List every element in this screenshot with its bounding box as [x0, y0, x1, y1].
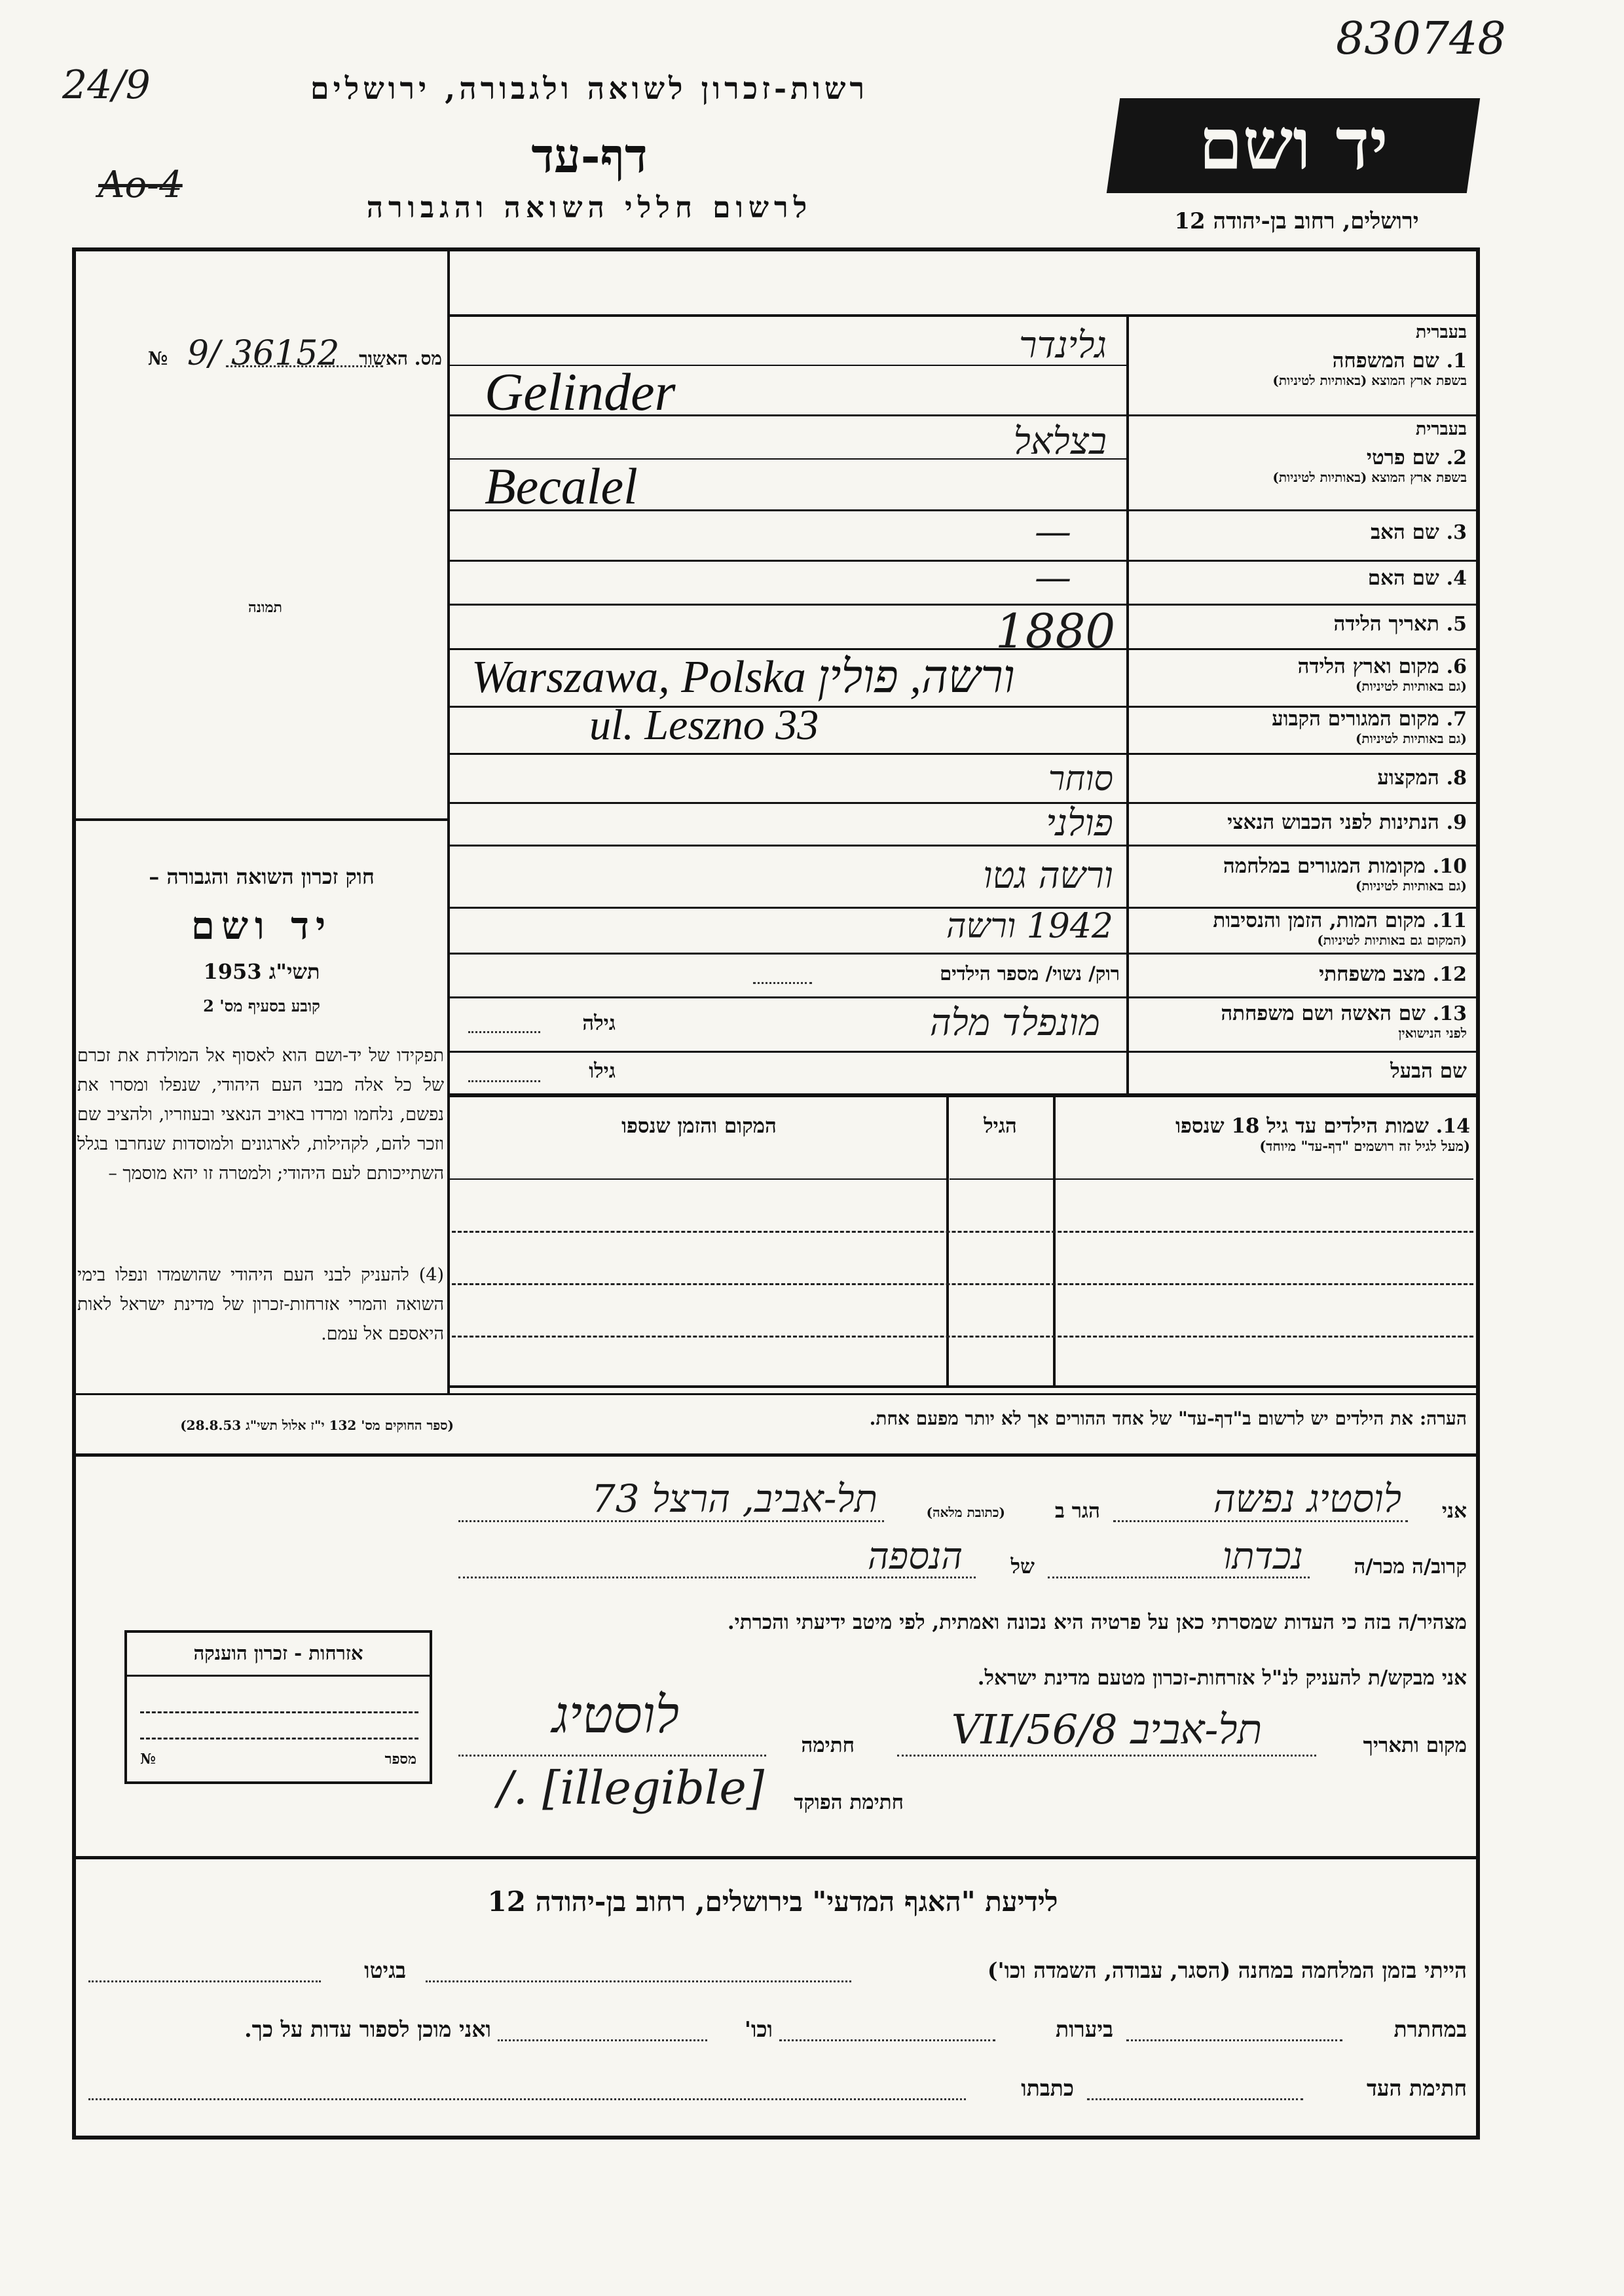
field-5-label: תאריך הלידה: [1333, 612, 1439, 636]
field-11-number: 11.: [1432, 909, 1467, 932]
place-date-label: מקום ותאריך: [1363, 1734, 1467, 1757]
field-2-hebrew-value: בצלאל: [1013, 420, 1107, 463]
footer-top-line: [75, 1856, 1476, 1859]
note-top-line: [75, 1393, 1476, 1395]
field-3: [1139, 520, 1467, 544]
field-1-label: שם המשפחה: [1332, 349, 1439, 373]
footer-row-3b: כתבתו: [1021, 2075, 1074, 2101]
field-12-number: 12.: [1432, 963, 1467, 986]
place-date-value: תל-אביב 8/VII/56: [951, 1705, 1263, 1753]
children-col-divider-1: [946, 1097, 949, 1385]
field-11-value: 1942 ורשה: [946, 907, 1113, 946]
row-line-4: [450, 604, 1476, 606]
footer-row-1-dots-a: [426, 1980, 851, 1982]
field-husband-age-dots: [468, 1080, 540, 1082]
citizenship-box: [124, 1630, 432, 1784]
footer-row-2b: ביערות: [1055, 2016, 1113, 2042]
logo-text: יד ושם: [1198, 103, 1388, 186]
footer-row-2d: ואני מוכן לספור עדות על כך.: [244, 2016, 491, 2042]
footer-row-1a: הייתי בזמן המלחמה במחנה (הסגר, עבודה, השמדה וכו'): [987, 1958, 1467, 1983]
children-bottom-line: [450, 1385, 1476, 1388]
field-12-options: רוק/ נשוי/ מספר הילדים: [940, 962, 1120, 985]
field-3-label: שם האב: [1371, 520, 1439, 544]
children-label: שמות הילדים עד גיל 18 שנספו: [1175, 1114, 1429, 1138]
field-1-number: 1.: [1446, 350, 1467, 373]
children-sub: (מעל לגיל זה רושמים "דף-עד" מיוחד): [1259, 1138, 1470, 1154]
field-13: [1139, 1002, 1467, 1042]
photo-law-divider: [75, 818, 447, 821]
citizenship-number-label: מספר: [384, 1751, 416, 1768]
note-bottom-line: [75, 1453, 1476, 1457]
decl-address-dots: [458, 1520, 884, 1522]
law-year: תשי"ג 1953: [203, 959, 320, 984]
field-2-lang: בעברית: [1415, 419, 1467, 439]
registration-row: [79, 334, 442, 373]
footer-row-3-dots-a: [1087, 2098, 1303, 2100]
registration-dots: [226, 365, 383, 367]
law-paragraph-2: (4) להעניק לבני העם היהודי שהושמדו ונפלו בימי השואה והמרי אזרחות-זכרון של מדינת ישראל לאות היאספם אל עמם.: [77, 1265, 444, 1344]
decl-address-note: (כתובת מלאה): [926, 1504, 1005, 1520]
field-1: [1139, 322, 1467, 389]
field-8-number: 8.: [1446, 767, 1467, 790]
officer-signature: /. [illegible]: [498, 1761, 765, 1815]
footer-row-2-dots-b: [779, 2039, 995, 2041]
field-4-label: שם האם: [1367, 566, 1439, 590]
field-9-value: פולני: [1046, 802, 1113, 845]
field-4: [1139, 566, 1467, 590]
citizenship-line-1: [140, 1711, 418, 1713]
decl-name-dots: [1113, 1520, 1408, 1522]
field-13-age-label: גילה: [582, 1011, 616, 1035]
field-12: [1139, 962, 1467, 986]
corner-note-bottom: Ao-4: [98, 164, 183, 206]
decl-i: אני: [1441, 1499, 1467, 1523]
field-9-number: 9.: [1446, 811, 1467, 834]
note: הערה: את הילדים יש לרשום ב"דף-עד" של אחד ההורים אך לא יותר מפעם אחת.: [869, 1408, 1467, 1429]
children-col-place: המקום והזמן שנספו: [621, 1114, 777, 1138]
registration-number: 36152 /9: [187, 334, 340, 373]
decl-request: אני מבקש/ת להעניק לנ"ל אזרחות-זכרון מטעם מדינת ישראל.: [977, 1666, 1467, 1690]
row-line-13: [450, 1051, 1476, 1053]
field-8-label: המקצוע: [1377, 766, 1439, 790]
decl-name: לוסטיג נפשה: [1213, 1476, 1401, 1521]
children-row-line-2: [452, 1231, 1473, 1233]
citizenship-divider: [127, 1675, 430, 1677]
field-7: [1139, 707, 1467, 747]
field-8-value: סוחר: [1048, 759, 1113, 799]
field-5-value: 1880: [995, 604, 1116, 659]
field-1-lang: בעברית: [1415, 322, 1467, 342]
photo-label: תמונה: [248, 599, 282, 616]
row-line-14: [450, 1093, 1476, 1097]
field-12-dots: [753, 982, 812, 984]
field-6-value: Warszawa, Polska ורשה, פולין: [471, 652, 1015, 702]
field-2-label: שם פרטי: [1366, 446, 1439, 469]
row-line-5: [450, 648, 1476, 650]
row-line-9: [450, 845, 1476, 847]
children-row-line-3: [452, 1283, 1473, 1285]
field-6-number: 6.: [1446, 655, 1467, 678]
footer-row-1-dots-b: [88, 1980, 321, 1982]
signature-value: לוסטיג: [551, 1686, 680, 1745]
row-line-12: [450, 996, 1476, 998]
footer-row-3a: חתימת העד: [1366, 2075, 1467, 2101]
decl-of: של: [1010, 1555, 1035, 1578]
children-row-line-4: [452, 1336, 1473, 1338]
decl-of-dots: [458, 1576, 976, 1578]
field-husband-label: שם הבעל: [1390, 1059, 1467, 1083]
footer-row-2-dots-c: [498, 2039, 707, 2041]
field-10-label: מקומות המגורים במלחמה: [1223, 854, 1426, 878]
field-2-sub: בשפת ארץ המוצא (באותיות לטיניות): [1272, 469, 1467, 485]
field-8: [1139, 766, 1467, 790]
field-2: [1139, 419, 1467, 486]
footer-title: לידיעת "האגף המדעי" בירושלים, רחוב בן-יהודה 12: [487, 1886, 1058, 1918]
field-13-age-dots: [468, 1031, 540, 1033]
children-row-line-1: [950, 1178, 1473, 1180]
registration-label: מס. האשור: [359, 348, 442, 369]
law-paragraph-1: תפקידו של יד-ושם הוא לאסוף אל המולדת את זכרם של כל אלה מבני העם היהודי, שנפלו ומסרו את נפשם, נלחמו ומרדו באויב הנאצי ובעוזריו, ולהציב שם וזכר להם, לקהילות, לארגונים ולמוסדות שנחרבו בגלל השתייכותם לעם היהודי; ולמטרה זו יהא מוסמך –: [77, 1046, 444, 1184]
decl-resides: הגר ב: [1054, 1499, 1100, 1523]
field-11: [1139, 909, 1467, 949]
children-col-divider-2: [1053, 1097, 1056, 1385]
decl-of-value: הנספה: [867, 1535, 963, 1578]
field-10-number: 10.: [1432, 855, 1467, 878]
signature-dots: [458, 1755, 766, 1757]
field-4-value: —: [1035, 556, 1071, 599]
corner-number: 830748: [1336, 13, 1506, 65]
form-subtitle: לרשום חללי השואה והגבורה: [366, 191, 813, 225]
children-header: [1061, 1114, 1470, 1155]
field-13-label: שם האשה ושם משפחתה: [1221, 1002, 1426, 1025]
field-6: [1139, 655, 1467, 695]
decl-statement: מצהיר/ה בזה כי העדות שמסרתי כאן על פרטיה היא נכונה ואמתית, לפי מיטב ידיעתי והכרתי.: [727, 1611, 1467, 1634]
field-13-value: מונפלד מלה: [929, 1002, 1100, 1044]
field-2-number: 2.: [1446, 446, 1467, 469]
field-11-label: מקום המות, הזמן והנסיבות: [1213, 909, 1426, 932]
signature-label: חתימה: [801, 1734, 855, 1757]
decl-address: תל-אביב, הרצל 73: [591, 1476, 877, 1521]
address: ירושלים, רחוב בן-יהודה 12: [1174, 208, 1419, 234]
children-row-line-1b: [450, 1178, 946, 1180]
footer-row-2a: במחתרת: [1393, 2016, 1467, 2042]
field-13-sub: לפני הנישואין: [1398, 1025, 1467, 1041]
field-husband: [1139, 1059, 1467, 1083]
field-13-number: 13.: [1432, 1002, 1467, 1025]
field-7-value: ul. Leszno 33: [589, 701, 819, 749]
field-10: [1139, 854, 1467, 894]
law-section: קובע בסעיף מס' 2: [203, 996, 320, 1015]
field-12-label: מצב משפחתי: [1319, 962, 1426, 986]
field-5-number: 5.: [1446, 613, 1467, 636]
law-title-2: יד ושם: [191, 903, 333, 948]
decl-relation: נכדתו: [1223, 1535, 1303, 1578]
field-1-latin-value: Gelinder: [485, 362, 676, 422]
citizenship-no-symbol: №: [140, 1751, 156, 1768]
row-line-7: [450, 753, 1476, 755]
officer-label: חתימת הפוקד: [794, 1791, 904, 1814]
field-6-label: מקום וארץ הלידה: [1297, 655, 1439, 678]
footer-row-2-dots-a: [1126, 2039, 1342, 2041]
header-strip-line: [450, 314, 1476, 317]
registration-no-symbol: №: [147, 348, 168, 369]
field-3-value: —: [1035, 511, 1071, 553]
field-6-sub: (גם באותיות לטיניות): [1355, 678, 1467, 694]
place-date-dots: [897, 1755, 1316, 1757]
form-title: דף-עד: [531, 128, 648, 183]
footer-row-3-dots-b: [88, 2098, 966, 2100]
field-7-number: 7.: [1446, 708, 1467, 731]
footer-row-2c: וכו': [744, 2016, 773, 2042]
children-col-age: הגיל: [984, 1114, 1017, 1138]
logo-block: [1107, 98, 1480, 193]
field-3-number: 3.: [1446, 521, 1467, 544]
corner-note-top: 24/9: [62, 62, 151, 108]
footer-row-1b: בגיטו: [364, 1958, 406, 1983]
field-1-sub: בשפת ארץ המוצא (באותיות לטיניות): [1272, 373, 1467, 388]
field-7-label: מקום המגורים הקבוע: [1272, 707, 1439, 731]
citizenship-line-2: [140, 1738, 418, 1740]
field-10-value: ורשה גטו: [983, 854, 1113, 897]
field-husband-age-label: גילו: [589, 1059, 616, 1083]
field-4-number: 4.: [1446, 567, 1467, 590]
children-number: 14.: [1435, 1115, 1470, 1138]
field-10-sub: (גם באותיות לטיניות): [1355, 878, 1467, 894]
row-line-11: [450, 953, 1476, 955]
authority-title: רשות-זכרון לשואה ולגבורה, ירושלים: [310, 71, 869, 106]
label-column-divider: [1126, 314, 1129, 1093]
field-2-latin-value: Becalel: [485, 458, 638, 515]
row-line-3: [450, 560, 1476, 562]
law-footnote: (ספר החוקים מס' 132 י"ז אלול תשי"ג 28.8.53): [180, 1417, 454, 1433]
law-title-1: חוק זכרון השואה והגבורה –: [149, 864, 375, 889]
left-column-divider: [447, 251, 450, 1393]
decl-relation-label: קרוב/ה מכר/ה: [1354, 1555, 1467, 1578]
field-11-sub: (המקום גם באותיות לטיניות): [1317, 932, 1467, 948]
field-1-hebrew-value: גלינדר: [1019, 324, 1107, 367]
citizenship-title: אזרחות - זכרון הוענקה: [193, 1642, 363, 1664]
field-9: [1139, 811, 1467, 834]
field-9-label: הנתינות לפני הכבוש הנאצי: [1227, 811, 1439, 834]
decl-relation-dots: [1048, 1576, 1310, 1578]
field-7-sub: (גם באותיות לטיניות): [1355, 731, 1467, 746]
field-5: [1139, 612, 1467, 636]
